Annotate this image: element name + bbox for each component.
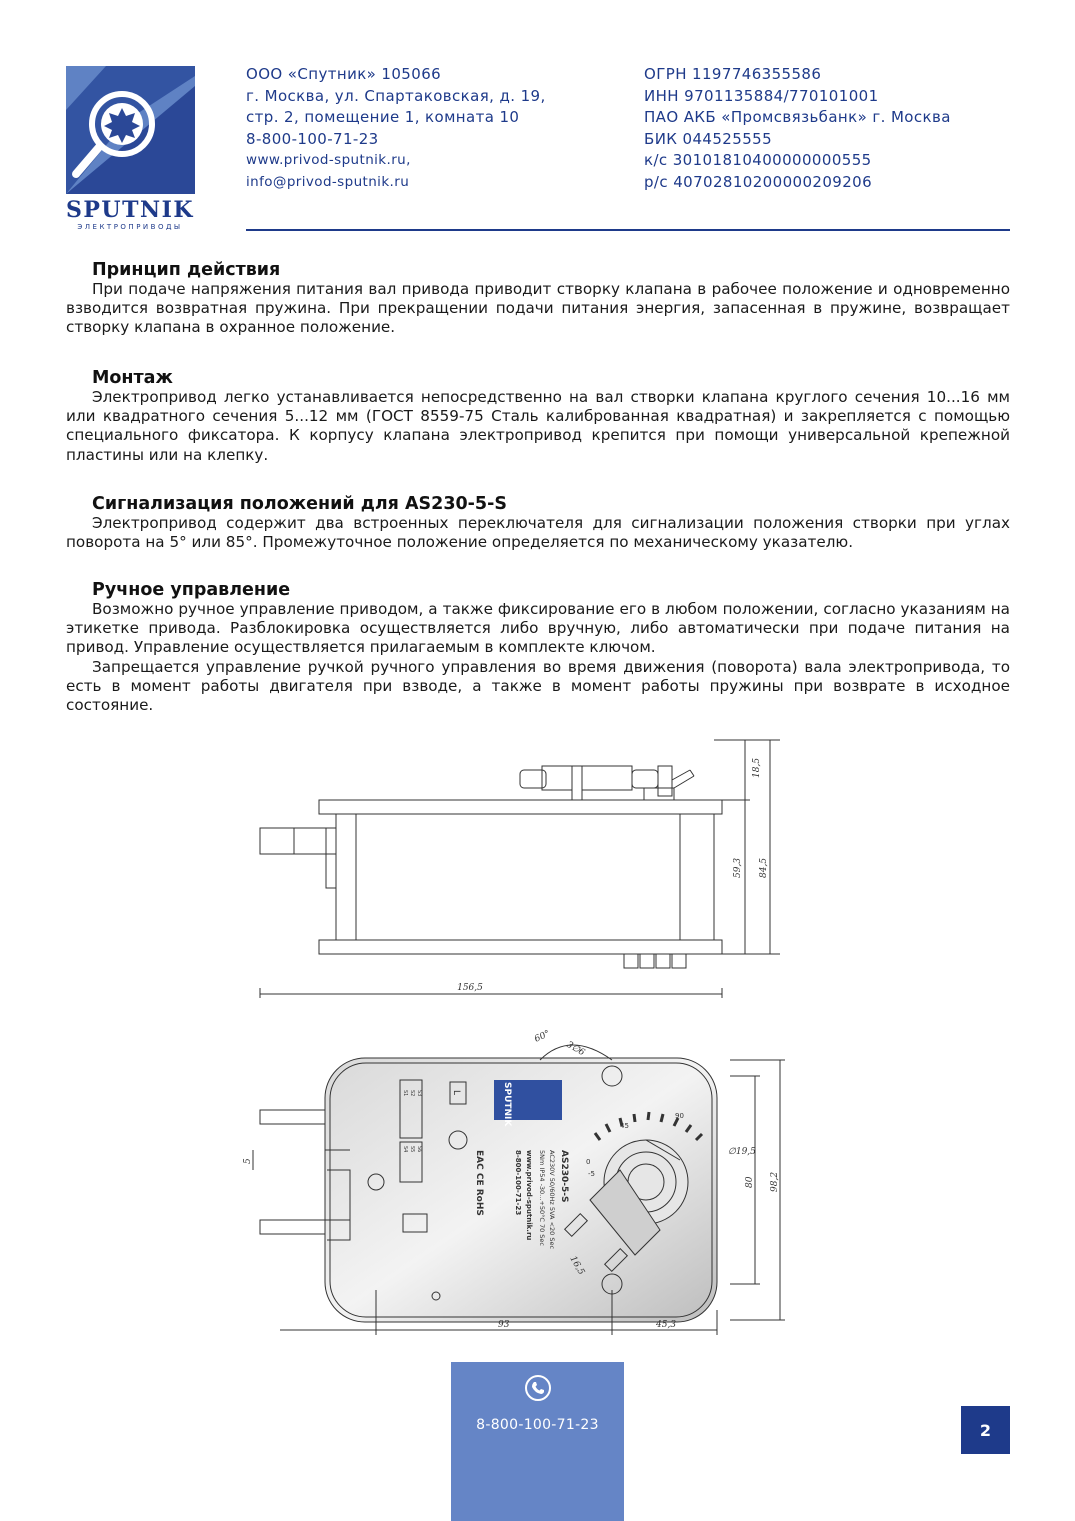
terminal-s3: S3 [416,1090,422,1097]
section-title: Принцип действия [92,260,281,280]
section-paragraph: Электропривод легко устанавливается непосредственно на вал створки клапана круглого сечения 10...16 мм или квадратного сечения 5...12 мм (ГОСТ 8559-75 Сталь калиброванная квадратная) и закрепляется с помощью специального фиксатора. К корпусу клапана электропривод крепится при помощи универсальной крепежной пластины или на клепку. [66,388,1010,464]
logo-brand: SPUTNIK [66,197,195,223]
label-brand: SPUTNIK [502,1082,512,1127]
label-phone: 8-800-100-71-23 [514,1150,522,1216]
section-principle [66,260,1010,338]
phone-icon [525,1375,551,1401]
header-right-line: ИНН 9701135884/770101001 [644,86,879,105]
dim-body-height: 59,3 [733,857,743,878]
dim-len-45: 45,3 [656,1320,677,1330]
dim-top-height: 18,5 [752,757,762,778]
header-left-line: 8-800-100-71-23 [246,129,379,148]
terminal-s6: S6 [416,1146,422,1153]
section-mounting [66,368,1010,465]
section-signaling [66,494,1010,552]
section-paragraph: Возможно ручное управление приводом, а также фиксирование его в любом положении, согласно указаниям на этикетке привода. Разблокировка осуществляется либо вручную, либо автоматически при подаче питания на привод. Управление осуществляется прилагаемым в комплекте ключом. [66,600,1010,657]
terminal-s5: S5 [409,1146,415,1153]
terminal-s4: S4 [402,1146,408,1153]
header-right-line: БИК 044525555 [644,129,773,148]
dim-width-80: 80 [745,1176,755,1188]
company-logo [66,66,195,230]
section-paragraph: При подаче напряжения питания вал привода приводит створку клапана в рабочее положение и одновременно взводится возвратная пружина. При прекращении подачи питания энергия, запасенная в пружине, возвращает створку клапана в охранное положение. [66,280,1010,337]
header-right-line: к/с 30101810400000000555 [644,151,872,170]
company-requisites [644,64,951,194]
header-right-line: ОГРН 1197746355586 [644,65,822,83]
header-website-link[interactable]: www.privod-sputnik.ru, [246,152,411,169]
page-number: 2 [961,1406,1010,1454]
section-title: Сигнализация положений для AS230-5-S [92,494,507,514]
label-model: AS230-5-S [559,1150,569,1203]
section-manual-control [66,580,1010,715]
label-lr: L [451,1090,461,1096]
header-right-line: ПАО АКБ «Промсвязьбанк» г. Москва [644,108,951,127]
scale-minus5: -5 [588,1170,595,1178]
label-spec1: AC230V 50/60Hz 5VA <20 Sec [548,1150,556,1250]
dim-len-93: 93 [498,1320,510,1330]
header-left-line: ООО «Спутник» 105066 [246,65,442,83]
label-site: www.privod-sputnik.ru [525,1150,533,1241]
dim-width-98: 98,2 [770,1171,780,1192]
dim-length: 156,5 [457,983,483,993]
header-left-line: г. Москва, ул. Спартаковская, д. 19, [246,86,546,105]
dim-angle: 60° [533,1028,552,1045]
dim-165: 16,5 [567,1254,587,1277]
scale-90: 90 [675,1112,684,1120]
dim-shaft-dia: ∅19,5 [728,1147,756,1157]
section-paragraph: Запрещается управление ручкой ручного управления во время движения (поворота) вала электропривода, то есть в момент работы двигателя при взводе, а также в момент работы пружины при возврате в исходное состояние. [66,657,1010,715]
section-paragraph: Электропривод содержит два встроенных переключателя для сигнализации положения створки при углах поворота на 5° или 85°. Промежуточное положение определяется по механическому указателю. [66,514,1010,552]
section-title: Монтаж [92,368,173,388]
header-right-line: р/с 40702810200000209206 [644,172,873,191]
section-title: Ручное управление [92,580,291,600]
label-marks: EAC CE RoHS [474,1150,484,1216]
scale-0: 0 [586,1158,591,1166]
actuator-dimension-drawing [240,730,800,1340]
terminal-s1: S1 [402,1090,408,1097]
company-address [246,64,546,194]
scale-45: 45 [620,1122,629,1130]
dim-holes: 3∅6 [564,1039,587,1059]
footer-phone-block[interactable] [451,1362,624,1521]
dim-offset-5: 5 [243,1158,253,1164]
header-divider [246,229,1010,231]
footer-phone-number[interactable]: 8-800-100-71-23 [476,1417,599,1433]
header-email-link[interactable]: info@privod-sputnik.ru [246,173,410,190]
logo-tagline: ЭЛЕКТРОПРИВОДЫ [77,223,183,230]
label-spec2: 5Nm IP54 -30...+50°C 70 Sec [538,1150,546,1246]
dim-total-height: 84,5 [759,857,769,878]
terminal-s2: S2 [409,1090,415,1097]
header-left-line: стр. 2, помещение 1, комната 10 [246,108,520,127]
